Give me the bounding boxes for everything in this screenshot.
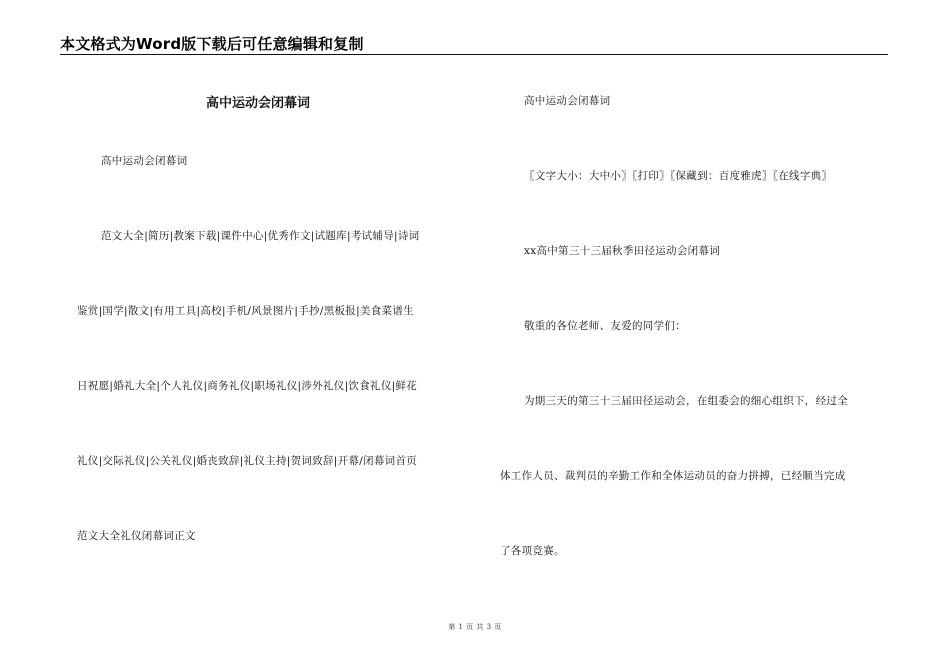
paragraph-line: 敬重的各位老师、友爱的同学们： [524, 320, 686, 332]
paragraph-line: 高中运动会闭幕词 [524, 95, 611, 107]
paragraph-line: 范文大全礼仪闭幕词正文 [77, 530, 196, 542]
document-banner: 本文格式为Word版下载后可任意编辑和复制 [60, 35, 364, 53]
paragraph-line: 了各项竞赛。 [500, 545, 565, 557]
document-title: 高中运动会闭幕词 [206, 96, 311, 111]
paragraph-line: 礼仪|交际礼仪|公关礼仪|婚丧致辞|礼仪主持|贺词致辞|开幕/闭幕词首页 [77, 455, 418, 467]
paragraph-line: 日祝愿|婚礼大全|个人礼仪|商务礼仪|职场礼仪|涉外礼仪|饮食礼仪|鲜花 [77, 380, 418, 392]
toolbar-links-line: 〖文字大小：大中小〗〖打印〗〖保藏到：百度雅虎〗〖在线字典〗 [524, 170, 833, 182]
paragraph-line: 高中运动会闭幕词 [101, 155, 188, 167]
page-number: 第 1 页 共 3 页 [448, 623, 502, 631]
paragraph-line: xx高中第三十三届秋季田径运动会闭幕词 [524, 245, 721, 257]
paragraph-line: 鉴赏|国学|散文|有用工具|高校|手机/风景图片|手抄/黑板报|美食菜谱生 [77, 305, 414, 317]
paragraph-line: 为期三天的第三十三届田径运动会，在组委会的细心组织下，经过全 [524, 395, 848, 407]
paragraph-line: 范文大全|简历|教案下载|课件中心|优秀作文|试题库|考试辅导|诗词 [101, 230, 420, 242]
header-divider [60, 54, 888, 55]
paragraph-line: 体工作人员、裁判员的辛勤工作和全体运动员的奋力拼搏，已经顺当完成 [500, 470, 846, 482]
